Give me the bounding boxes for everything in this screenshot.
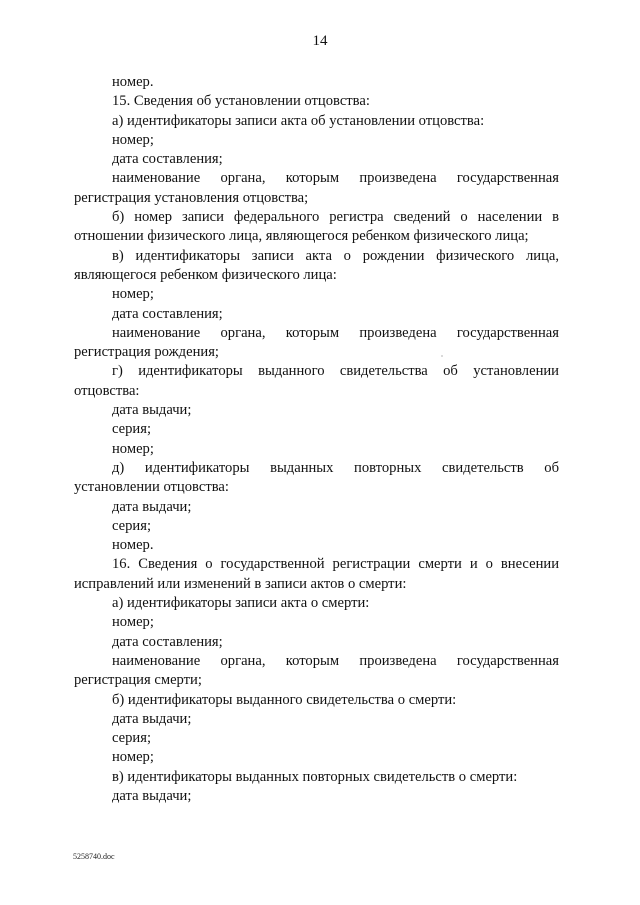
paragraph: б) идентификаторы выданного свидетельства о смерти: [112,691,457,708]
paragraph: дата составления; [112,305,223,322]
paragraph: номер. [112,74,154,90]
paragraph: номер; [112,286,154,303]
section-heading-15: 15. Сведения об установлении отцовства: [112,93,370,110]
paragraph: номер; [112,614,154,631]
paragraph: номер; [112,440,154,457]
paragraph: номер. [112,537,154,554]
section-heading-16: 16. Сведения о государственной регистрации смерти и о внесении исправлений или изменений в записи актов о смерти: [74,556,559,592]
scan-speck [441,355,443,357]
paragraph: дата выдачи; [112,402,192,419]
paragraph: дата выдачи; [112,787,192,804]
paragraph: номер; [112,749,154,766]
document-body [74,73,559,806]
paragraph: серия; [112,730,152,747]
paragraph: в) идентификаторы записи акта о рождении физического лица, являющегося ребенком физического лица: [74,247,559,283]
paragraph: б) номер записи федерального регистра сведений о населении в отношении физического лица, являющегося ребенком физического лица; [74,209,559,245]
paragraph: а) идентификаторы записи акта об установлении отцовства: [112,112,485,129]
page-number: 14 [312,33,328,49]
file-name-footer: 5258740.doc [73,852,115,861]
paragraph: в) идентификаторы выданных повторных свидетельств о смерти: [112,768,518,785]
paragraph: д) идентификаторы выданных повторных свидетельств об установлении отцовства: [74,459,559,496]
paragraph: наименование органа, которым произведена государственная регистрация рождения; [74,324,559,361]
paragraph: дата составления; [112,633,223,650]
paragraph: а) идентификаторы записи акта о смерти: [112,595,370,612]
paragraph: номер; [112,131,154,148]
paragraph: серия; [112,421,152,438]
paragraph: дата составления; [112,151,223,168]
paragraph: наименование органа, которым произведена государственная регистрация установления отцовства; [74,170,559,206]
paragraph: г) идентификаторы выданного свидетельства об установлении отцовства: [74,363,559,399]
paragraph: дата выдачи; [112,498,192,515]
paragraph: дата выдачи; [112,710,192,727]
paragraph: серия; [112,517,152,534]
paragraph: наименование органа, которым произведена государственная регистрация смерти; [74,652,559,689]
